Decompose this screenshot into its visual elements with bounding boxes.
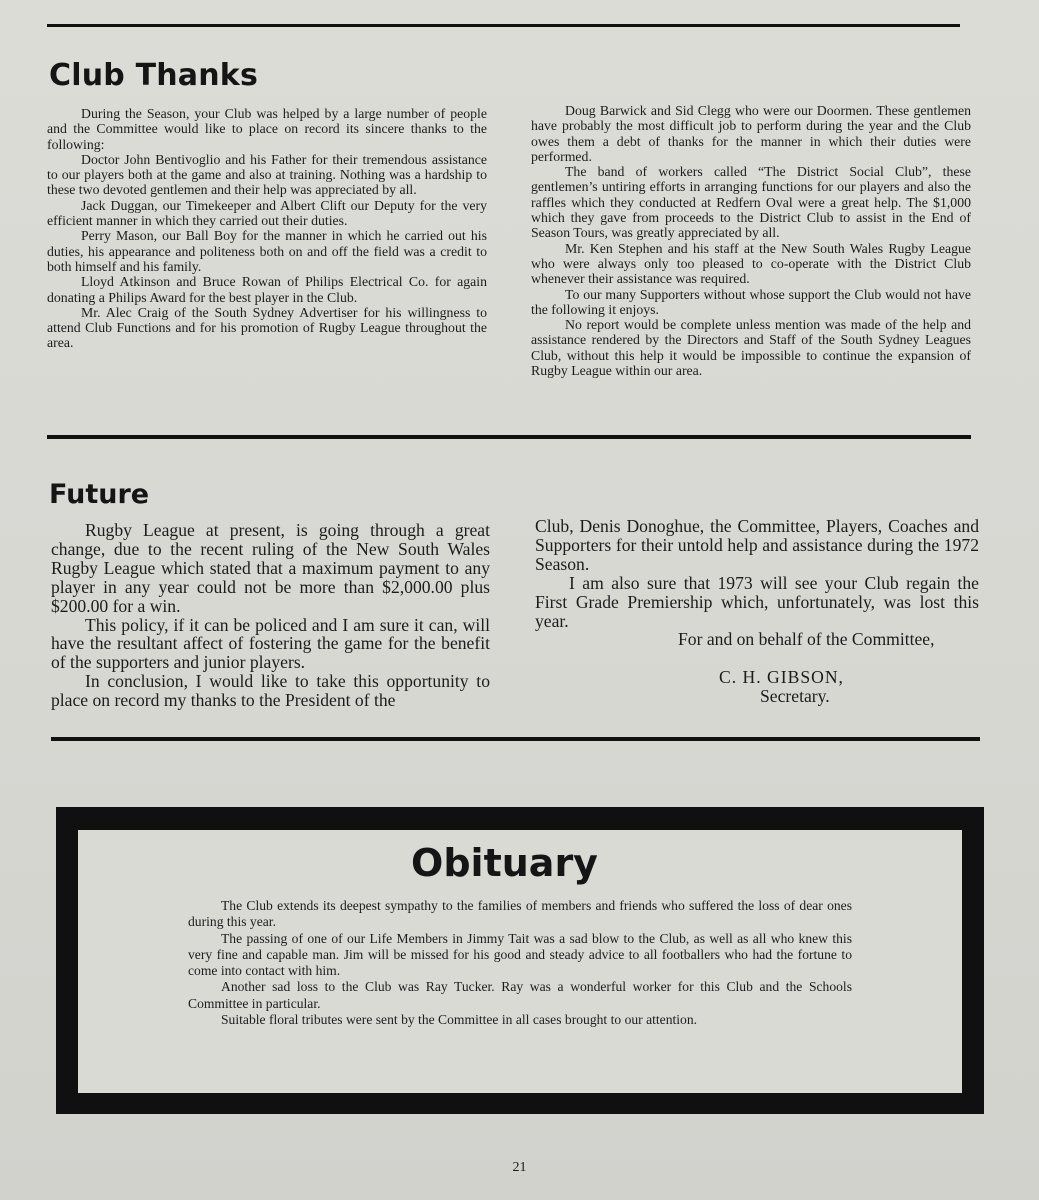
club-thanks-paragraph: During the Season, your Club was helped by a large number of people and the Committee would like to place on record its sincere thanks to the following: (47, 106, 487, 152)
club-thanks-paragraph: Mr. Ken Stephen and his staff at the New South Wales Rugby League who were always only too pleased to co-operate with the District Club whenever their assistance was required. (531, 240, 971, 287)
future-paragraph: In conclusion, I would like to take this opportunity to place on record my thanks to the President of the (51, 671, 490, 711)
club-thanks-paragraph: Doug Barwick and Sid Clegg who were our Doormen. These gentlemen have probably the most difficult job to perform during the year and the Club owes them a debt of thanks for the manner in which their duties were performed. (531, 103, 971, 164)
club-thanks-paragraph: The band of workers called “The District Social Club”, these gentlemen’s untiring efforts in arranging functions for our players and also the raffles which they conducted at Redfern Oval were a great help. The $1,000 which they gave from proceeds to the District Club to assist in the End of Season Tours, was greatly appreciated by all. (531, 164, 971, 241)
club-thanks-paragraph: Lloyd Atkinson and Bruce Rowan of Philips Electrical Co. for again donating a Philips Award for the best player in the Club. (47, 274, 487, 305)
club-thanks-paragraph: Jack Duggan, our Timekeeper and Albert Clift our Deputy for the very efficient manner in which they carried out their duties. (47, 197, 487, 229)
club-thanks-paragraph: Doctor John Bentivoglio and his Father for their tremendous assistance to our players both at the game and also at training. Nothing was a hardship to these two devoted gentlemen and their help was appreciated by all. (47, 151, 487, 198)
club-thanks-paragraph: No report would be complete unless mention was made of the help and assistance rendered by the Directors and Staff of the South Sydney Leagues Club, without this help it would be impossible to continue the expansion of Rugby League within our area. (531, 317, 971, 379)
signature-name: C. H. GIBSON, (719, 667, 844, 687)
top-rule (47, 24, 960, 27)
page-number: 21 (512, 1160, 527, 1175)
signature-role: Secretary. (760, 686, 830, 706)
club-thanks-left-column (47, 106, 487, 351)
obituary-paragraph: Suitable floral tributes were sent by the Committee in all cases brought to our attention. (221, 1012, 698, 1028)
obituary-heading: Obituary (411, 841, 598, 885)
obituary-paragraph: The Club extends its deepest sympathy to the families of members and friends who suffered the loss of dear ones during this year. (188, 898, 852, 930)
club-thanks-paragraph: Mr. Alec Craig of the South Sydney Advertiser for his willingness to attend Club Functions and for his promotion of Rugby League throughout the area. (47, 304, 487, 351)
future-right-column (535, 517, 979, 630)
closing-line: For and on behalf of the Committee, (678, 629, 935, 649)
club-thanks-heading: Club Thanks (49, 58, 259, 93)
future-heading: Future (49, 479, 150, 510)
section-divider-rule (47, 435, 971, 439)
obituary-paragraph: The passing of one of our Life Members in Jimmy Tait was a sad blow to the Club, as well as all who knew this very fine and capable man. Jim will be missed for his good and steady advice to all footballers who had the fortune to come into contact with him. (188, 930, 852, 979)
club-thanks-right-column (531, 103, 971, 378)
section-divider-rule (51, 737, 980, 741)
club-thanks-paragraph: Perry Mason, our Ball Boy for the manner in which he carried out his duties, his appearance and politeness both on and off the field was a credit to both himself and his family. (47, 228, 487, 274)
club-thanks-paragraph: To our many Supporters without whose support the Club would not have the following it enjoys. (531, 286, 971, 317)
future-paragraph-continuation: Club, Denis Donoghue, the Committee, Players, Coaches and Supporters for their untold help and assistance during the 1972 Season. (535, 516, 979, 574)
future-paragraph: I am also sure that 1973 will see your Club regain the First Grade Premiership which, unfortunately, was lost this year. (535, 572, 979, 631)
obituary-body (188, 898, 852, 1028)
obituary-paragraph: Another sad loss to the Club was Ray Tucker. Ray was a wonderful worker for this Club and the Schools Committee in particular. (188, 979, 852, 1011)
future-paragraph: This policy, if it can be policed and I am sure it can, will have the resultant affect of fostering the game for the benefit of the supporters and junior players. (51, 614, 490, 673)
future-left-column (51, 521, 490, 710)
future-paragraph: Rugby League at present, is going through a great change, due to the recent ruling of the New South Wales Rugby League which stated that a maximum payment to any player in any year could not be more than $2,000.00 plus $200.00 for a win. (51, 520, 490, 616)
